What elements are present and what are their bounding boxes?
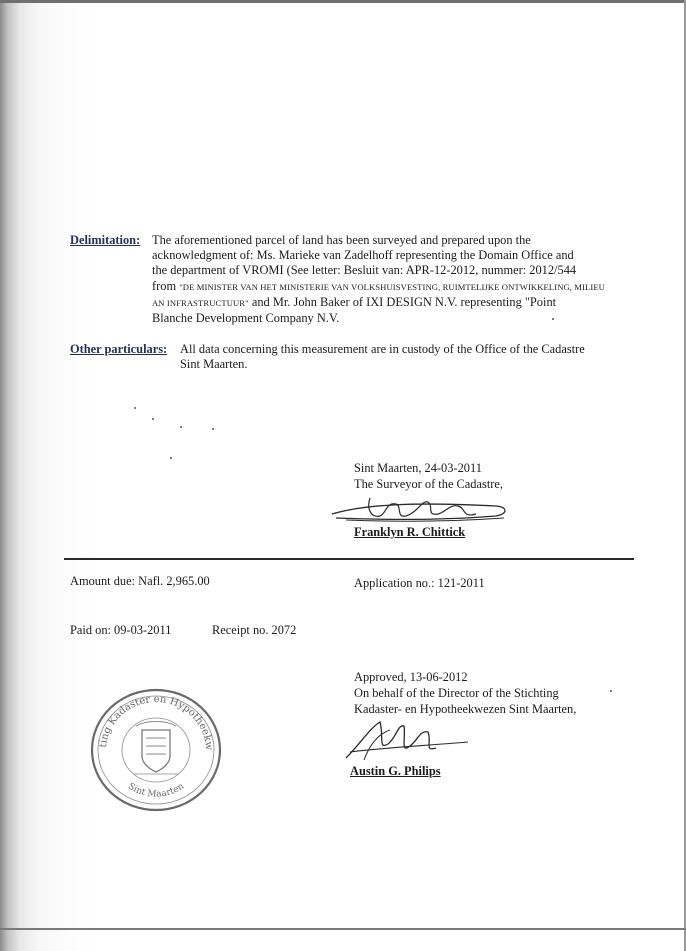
scan-speck	[134, 407, 136, 409]
other-particulars-label: Other particulars:	[70, 342, 168, 356]
delimitation-line-4-smallcaps: "DE MINISTER VAN HET MINISTERIE VAN VOLKSHUISVESTING, RUIMTELIJKE ONTWIKKELING, MILIEU	[179, 282, 605, 292]
delimitation-line-5-smallcaps: AN INFRASTRUCTUUR"	[152, 298, 249, 308]
approval-behalf-line-2: Kadaster- en Hypotheekwezen Sint Maarten,	[354, 702, 577, 716]
delimitation-line-4-prefix: from	[152, 279, 177, 293]
surveyor-title: The Surveyor of the Cadastre,	[354, 477, 503, 491]
delimitation-line-5	[152, 295, 556, 311]
scan-speck	[180, 426, 182, 428]
official-seal	[84, 678, 224, 814]
scan-top-edge	[0, 0, 686, 3]
delimitation-line-1: The aforementioned parcel of land has been surveyed and prepared upon the	[152, 233, 531, 247]
surveyor-name: Franklyn R. Chittick	[354, 525, 466, 539]
delimitation-line-6: Blanche Development Company N.V.	[152, 311, 340, 325]
receipt-number: Receipt no. 2072	[212, 623, 297, 637]
approval-behalf-line-1: On behalf of the Director of the Stichting	[354, 686, 559, 700]
scan-speck	[610, 690, 612, 692]
delimitation-line-4	[152, 279, 605, 295]
paid-on: Paid on: 09-03-2011	[70, 623, 172, 637]
director-name: Austin G. Philips	[350, 764, 441, 778]
delimitation-line-3: the department of VROMI (See letter: Besluit van: APR-12-2012, nummer: 2012/544	[152, 263, 577, 277]
amount-due: Amount due: Nafl. 2,965.00	[70, 574, 210, 588]
approval-date: Approved, 13-06-2012	[354, 670, 468, 684]
director-signature	[340, 714, 480, 768]
seal-text-top: Stichting Kadaster en Hypotheekwezen	[84, 678, 215, 751]
scan-speck	[552, 318, 554, 320]
delimitation-label: Delimitation:	[70, 233, 141, 247]
delimitation-line-2: acknowledgment of: Ms. Marieke van Zadelhoff representing the Domain Office and	[152, 248, 574, 262]
other-particulars-line-2: Sint Maarten.	[180, 357, 248, 371]
section-divider	[64, 558, 634, 560]
surveyor-signature	[326, 492, 516, 526]
application-number: Application no.: 121-2011	[354, 576, 485, 590]
scan-bottom-edge	[0, 928, 686, 930]
delimitation-line-5-rest: and Mr. John Baker of IXI DESIGN N.V. representing "Point	[251, 295, 557, 309]
scan-speck	[170, 457, 172, 459]
surveyor-place-date: Sint Maarten, 24-03-2011	[354, 461, 482, 475]
svg-text:Sint Maarten	[126, 781, 186, 799]
seal-text-bottom: Sint Maarten	[126, 781, 186, 800]
scan-speck	[212, 428, 214, 430]
other-particulars-line-1: All data concerning this measurement are in custody of the Office of the Cadastre	[180, 342, 585, 356]
scan-speck	[152, 418, 154, 420]
